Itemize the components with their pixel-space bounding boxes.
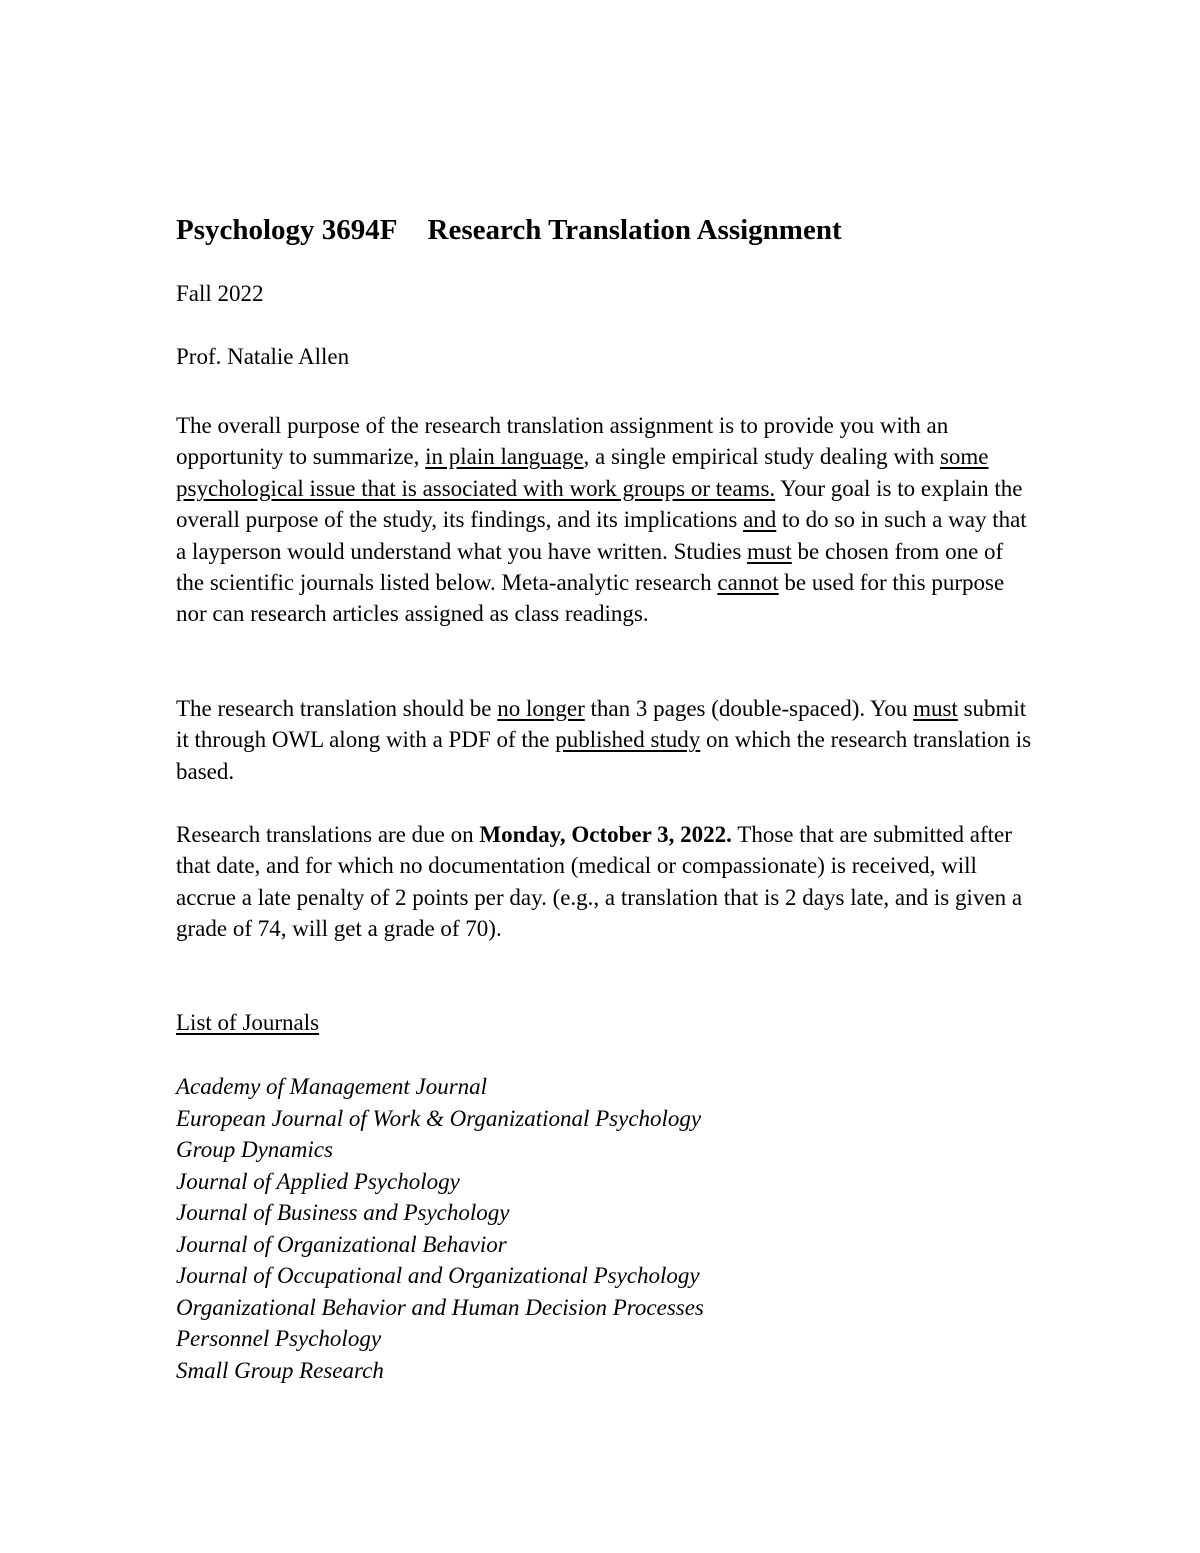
length-text-4: on which the research translation is based. — [176, 727, 1032, 784]
purpose-text-5: be chosen from one of the scientific journals listed below. Meta-analytic research — [176, 538, 1004, 596]
purpose-text-1: The overall purpose of the research translation assignment is to provide you with an opportunity to summarize, — [176, 413, 949, 470]
purpose-text-4: to do so in such a way that a layperson would understand what you have written. Studies — [176, 507, 1027, 564]
assignment-name: Research Translation Assignment — [427, 214, 842, 246]
length-text-3: submit it through OWL along with a PDF of the — [176, 696, 1027, 753]
instructor: Prof. Natalie Allen — [176, 344, 350, 369]
journal-item: Personnel Psychology — [176, 1326, 382, 1351]
length-text-1: The research translation should be — [176, 696, 492, 721]
journal-item: Academy of Management Journal — [176, 1074, 488, 1099]
purpose-emphasis-plain-language: in plain language — [425, 444, 584, 470]
length-emphasis-published-study: published study — [555, 727, 701, 753]
course-code: Psychology 3694F — [176, 214, 398, 246]
term: Fall 2022 — [176, 281, 264, 306]
length-paragraph — [176, 693, 1036, 787]
length-emphasis-must: must — [913, 696, 958, 721]
journal-item: Small Group Research — [176, 1357, 384, 1383]
deadline-text-1: Research translations are due on — [176, 822, 474, 847]
journal-item: European Journal of Work & Organizational Psychology — [176, 1105, 702, 1131]
journal-item: Journal of Occupational and Organizational Psychology — [176, 1263, 700, 1288]
due-date: Monday, October 3, 2022. — [479, 822, 732, 847]
journal-item: Journal of Business and Psychology — [176, 1200, 510, 1225]
length-emphasis-no-longer: no longer — [497, 696, 585, 721]
purpose-emphasis-must: must — [747, 538, 792, 564]
journals-heading: List of Journals — [176, 1010, 320, 1035]
purpose-text-2: , a single empirical study dealing with — [583, 444, 935, 470]
journal-list — [176, 1071, 704, 1386]
purpose-emphasis-and: and — [743, 507, 777, 533]
deadline-paragraph — [176, 819, 1036, 945]
length-text-2: than 3 pages (double-spaced). You — [590, 696, 908, 721]
journal-item: Group Dynamics — [176, 1137, 333, 1162]
deadline-text-2: Those that are submitted after that date, and for which no documentation (medical or compassionate) is received, will accrue a late penalty of 2 points per day. (e.g., a translation that is 2 days late, and is given a grade of 74, will get a grade of 70). — [176, 822, 1023, 942]
purpose-paragraph — [176, 410, 1036, 630]
purpose-emphasis-cannot: cannot — [717, 570, 779, 596]
purpose-text-3: Your goal is to explain the overall purpose of the study, its findings, and its implications — [176, 475, 1023, 533]
journal-item: Journal of Applied Psychology — [176, 1168, 460, 1194]
document-title — [176, 214, 842, 247]
journal-item: Organizational Behavior and Human Decision Processes — [176, 1294, 704, 1320]
journal-item: Journal of Organizational Behavior — [176, 1231, 507, 1257]
purpose-emphasis-topic: some psychological issue that is associated with work groups or teams. — [176, 444, 989, 501]
purpose-text-6: be used for this purpose nor can research articles assigned as class readings. — [176, 570, 1005, 627]
